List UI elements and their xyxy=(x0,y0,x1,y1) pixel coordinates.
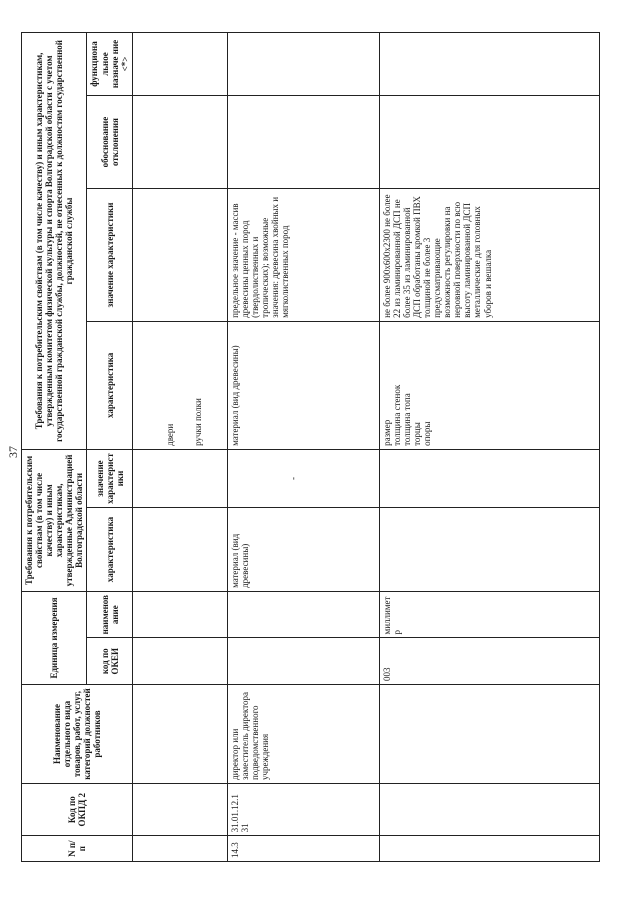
row3-admin-val xyxy=(379,449,599,507)
row3-unit-name: миллимет р xyxy=(379,591,599,638)
header-comm-val: значение характеристики xyxy=(87,189,132,322)
row3-comm-val: не более 900х600х2300 не более 22 из ламинированной ДСП не более 35 из ламинированной ДСП обработаны кромкой ПВХ толщиной не более 3 предусматривающие возможность регулировки на неровной поверхности по всю высоту ламинированной ДСП металлические для головных уборов и вешалка xyxy=(379,189,599,322)
header-admin-char: характеристика xyxy=(87,508,132,592)
row1-unit-code xyxy=(132,638,227,685)
row1-comm-val xyxy=(132,189,227,322)
requirements-table xyxy=(21,32,600,862)
row3-comm-char-ends: торцы xyxy=(412,422,423,446)
row1-comm-func xyxy=(132,33,227,96)
header-committee-group: Требования к потребительским свойствам (в том числе качеству) и иным характеристикам, утвержденным комитетом физической культуры и спорта Волгоградской области с учетом государственной гражданской службы, должностей, не отнесенных к должностям государственной гражданской службы xyxy=(22,33,87,450)
row1-unit-name xyxy=(132,591,227,638)
row1-admin-char xyxy=(132,508,227,592)
header-unit-code: код по ОКЕИ xyxy=(87,638,132,685)
row1-comm-char-handles: ручки полки xyxy=(192,398,203,446)
row3-admin-char xyxy=(379,508,599,592)
header-admin-group: Требования к потребительским свойствам (в том числе качеству) и иным характеристикам, утвержденные Администрацией Волгоградской области xyxy=(22,449,87,591)
row1-okpd xyxy=(132,784,227,836)
row2-unit-code xyxy=(227,638,379,685)
row1-comm-just xyxy=(132,95,227,188)
row3-comm-char-supports: опоры xyxy=(422,421,433,446)
row3-okpd xyxy=(379,784,599,836)
row3-comm-char-top: толщина топа xyxy=(401,393,412,446)
row1-comm-char xyxy=(132,321,227,449)
row3-unit-code: 003 xyxy=(379,638,599,685)
header-comm-char: характеристика xyxy=(87,321,132,449)
row2-comm-just xyxy=(227,95,379,188)
row2-okpd: 31.01.12.1 31 xyxy=(227,784,379,836)
row2-num: 14.3 xyxy=(227,836,379,862)
row1-num xyxy=(132,836,227,862)
row3-comm-char-size: размер xyxy=(381,419,392,446)
row2-comm-val: предельное значение - массив древесины ценных пород (твердолиственных и тропических); возможные значения: древесина хвойных и мягколиственных пород xyxy=(227,189,379,322)
header-comm-func: функциона льное назначе ние <*> xyxy=(87,33,132,96)
row3-num xyxy=(379,836,599,862)
rotated-content xyxy=(0,10,620,870)
row1-name xyxy=(132,685,227,784)
header-admin-val: значение характерист ики xyxy=(87,449,132,507)
header-num: N п/п xyxy=(22,836,133,862)
row1-admin-val xyxy=(132,449,227,507)
table-row xyxy=(379,33,599,862)
row2-comm-char: материал (вид древесины) xyxy=(227,321,379,449)
row2-admin-val: - xyxy=(227,449,379,507)
row2-unit-name xyxy=(227,591,379,638)
row3-comm-char-wall: толщина стенок xyxy=(391,384,402,446)
row2-admin-char: материал (вид древесины) xyxy=(227,508,379,592)
table-row xyxy=(227,33,379,862)
row2-name: директор или заместитель директора подведомственного учреждения xyxy=(227,685,379,784)
header-unit-group: Единица измерения xyxy=(22,591,87,684)
page-number: 37 xyxy=(6,446,20,458)
table-row xyxy=(132,33,227,862)
header-name: Наименование отдельного вида товаров, работ, услуг, категорий должностей работников xyxy=(22,685,133,784)
header-unit-name: наименов ание xyxy=(87,591,132,638)
header-okpd: Код по ОКПД 2 xyxy=(22,784,133,836)
row3-name xyxy=(379,685,599,784)
header-comm-just: обоснование отклонения xyxy=(87,95,132,188)
header-row-1 xyxy=(22,33,87,862)
row3-comm-just xyxy=(379,95,599,188)
row2-comm-func xyxy=(227,33,379,96)
row3-comm-char xyxy=(379,321,599,449)
row1-comm-char-doors: двери xyxy=(164,423,175,446)
row3-comm-func xyxy=(379,33,599,96)
